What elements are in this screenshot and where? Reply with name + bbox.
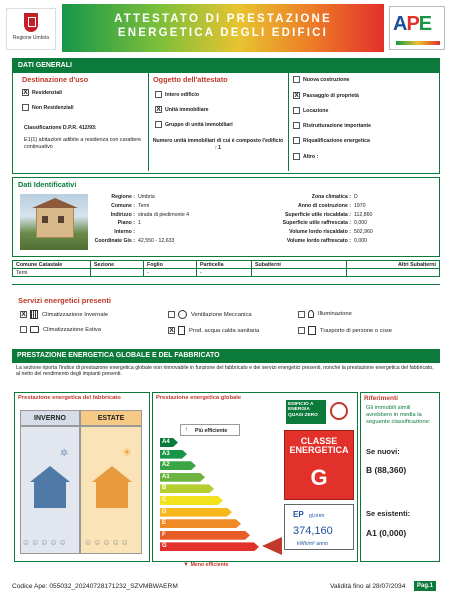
classificazione-value: E1(1) abitazioni adibite a residenza con carattere continuativo bbox=[24, 137, 142, 150]
meno-efficiente-label: ▼ Meno efficiente bbox=[183, 562, 229, 568]
nzeb-box: EDIFICIO A ENERGIA QUASI ZERO bbox=[286, 400, 326, 424]
ape-logo bbox=[389, 6, 445, 50]
servizio-clim-invernale[interactable]: X Climatizzazione Invernale bbox=[21, 311, 109, 318]
checkbox[interactable] bbox=[293, 107, 300, 114]
catasto-table bbox=[12, 260, 440, 277]
energy-class-e bbox=[160, 519, 241, 528]
energy-class-label: B bbox=[162, 485, 167, 492]
energy-class-label: C bbox=[162, 497, 167, 503]
ep-label: EP bbox=[293, 510, 304, 519]
riferimenti-title: Riferimenti bbox=[364, 395, 398, 402]
checkbox[interactable]: X bbox=[156, 106, 161, 113]
table-row: Terni - - bbox=[13, 269, 440, 277]
motivo-altro[interactable]: Altro : bbox=[293, 153, 318, 160]
codice-ape: Codice Ape: 055032_20240728171232_SZVMBWAERM bbox=[12, 583, 178, 590]
energy-class-c bbox=[160, 496, 223, 505]
oggetto-title: Oggetto dell'attestato bbox=[153, 75, 228, 84]
region-logo bbox=[6, 8, 56, 50]
energy-class-label: A4 bbox=[162, 439, 170, 445]
house-summer-icon bbox=[92, 466, 132, 482]
riferimenti-text: Gli immobili simili avrebbero in media la seguente classificazione: bbox=[366, 405, 431, 425]
elevator-icon bbox=[308, 326, 316, 335]
checkbox[interactable]: X bbox=[21, 311, 26, 318]
energy-class-label: D bbox=[162, 508, 167, 515]
ep-unit: kWh/m² anno bbox=[297, 541, 328, 547]
region-logo-text: Regione Umbria bbox=[12, 35, 50, 41]
checkbox[interactable] bbox=[155, 121, 162, 128]
nuovi-label: Se nuovi: bbox=[366, 447, 400, 456]
house-winter-body bbox=[34, 482, 66, 508]
page-number: Pag.1 bbox=[414, 581, 436, 591]
esistenti-label: Se esistenti: bbox=[366, 509, 411, 518]
checkbox[interactable]: X bbox=[294, 92, 299, 99]
page-title bbox=[62, 12, 384, 40]
dati-generali-heading: DATI GENERALI bbox=[13, 59, 439, 73]
checkbox[interactable] bbox=[298, 311, 305, 318]
checkbox[interactable] bbox=[293, 76, 300, 83]
option-residenziali[interactable]: X Residenziali bbox=[23, 89, 62, 96]
checkbox[interactable] bbox=[298, 327, 305, 334]
servizio-illuminazione[interactable]: Illuminazione bbox=[298, 310, 352, 318]
building-photo bbox=[20, 194, 88, 250]
option-non-residenziali[interactable]: Non Residenziali bbox=[22, 104, 74, 111]
air-conditioner-icon bbox=[30, 326, 39, 333]
energy-class-d bbox=[160, 508, 232, 517]
sun-icon: ☀ bbox=[122, 447, 132, 459]
checkbox[interactable] bbox=[293, 153, 300, 160]
estate-label: ESTATE bbox=[80, 410, 142, 426]
ape-logo-bar bbox=[396, 41, 440, 45]
validita: Validità fino al 28/07/2034 bbox=[330, 583, 406, 590]
energy-class-a4 bbox=[160, 438, 178, 447]
classe-value: G bbox=[310, 465, 328, 490]
energy-class-f bbox=[160, 531, 250, 540]
checkbox[interactable] bbox=[168, 311, 175, 318]
servizio-ventilazione[interactable]: Ventilazione Meccanica bbox=[168, 310, 252, 319]
checkbox[interactable] bbox=[155, 91, 162, 98]
house-winter-icon bbox=[30, 466, 70, 482]
summer-faces-icon: ☺☺☺☺☺ bbox=[84, 538, 130, 547]
prestazione-heading: PRESTAZIONE ENERGETICA GLOBALE E DEL FABBRICATO bbox=[12, 349, 440, 363]
snowflake-icon: ✲ bbox=[60, 448, 69, 459]
energy-class-label: F bbox=[162, 531, 166, 538]
piu-efficiente-box: ↑ Più efficiente bbox=[180, 424, 240, 436]
house-summer-body bbox=[96, 482, 128, 508]
winter-faces-icon: ☺☺☺☺☺ bbox=[22, 538, 68, 547]
ep-sub: gl,nren bbox=[309, 513, 325, 519]
numero-unita: Numero unità immobiliari di cui è composto l'edificio : 1 bbox=[152, 138, 284, 151]
checkbox[interactable] bbox=[22, 104, 29, 111]
fabbricato-title: Prestazione energetica del fabbricato bbox=[18, 395, 121, 401]
identificativi-left: Regione : Umbria Comune : Terni Indirizzo : strada di piedimonte 4 Piano : 1 Interno : Coordinate Gis : 42,550 - 12,633 bbox=[94, 194, 190, 244]
option-intero-edificio[interactable]: Intero edificio bbox=[155, 91, 199, 98]
title-line-1: ATTESTATO DI PRESTAZIONE bbox=[114, 13, 332, 25]
checkbox[interactable]: X bbox=[23, 89, 28, 96]
classificazione-label: Classificazione D.P.R. 412/93: bbox=[24, 125, 97, 131]
light-bulb-icon bbox=[308, 310, 314, 318]
dati-identificativi-title: Dati Identificativi bbox=[18, 180, 77, 189]
esistenti-value: A1 (0,000) bbox=[366, 528, 407, 538]
option-unita-immobiliare[interactable]: X Unità immobiliare bbox=[156, 106, 209, 113]
servizio-clim-estiva[interactable]: Climatizzazione Estiva bbox=[20, 326, 101, 333]
inverno-label: INVERNO bbox=[20, 410, 80, 426]
motivo-riqualificazione[interactable]: Riqualificazione energetica bbox=[293, 137, 370, 144]
checkbox[interactable] bbox=[293, 122, 300, 129]
servizi-title: Servizi energetici presenti bbox=[18, 296, 111, 305]
classe-pointer-icon bbox=[262, 537, 282, 555]
title-line-2: ENERGETICA DEGLI EDIFICI bbox=[117, 27, 329, 39]
classe-box bbox=[284, 430, 354, 500]
energy-class-label: E bbox=[162, 520, 167, 527]
nzeb-circle-icon bbox=[330, 402, 348, 420]
servizio-trasporto[interactable]: Trasporto di persone o cose bbox=[298, 326, 392, 335]
checkbox[interactable] bbox=[20, 326, 27, 333]
motivo-passaggio-proprieta[interactable]: X Passaggio di proprietà bbox=[294, 92, 359, 99]
motivo-nuova-costruzione[interactable]: Nuova costruzione bbox=[293, 76, 349, 83]
destinazione-title: Destinazione d'uso bbox=[22, 75, 89, 84]
table-header-row: Comune Catastale Sezione Foglio Particella Subalterni Altri Subalterni bbox=[13, 261, 440, 269]
prestazione-intro: La sezione riporta l'indice di prestazione energetica globale non rinnovabile in funzione del fabbricato e dei servizi energetici presenti, nonché la prestazione energetica del fabbricato, al netto del rendimento degli impianti presenti. bbox=[16, 365, 434, 378]
motivo-ristrutturazione[interactable]: Ristrutturazione importante bbox=[293, 122, 371, 129]
water-heater-icon bbox=[178, 326, 185, 335]
fan-icon bbox=[178, 310, 187, 319]
region-shield-icon bbox=[24, 13, 38, 32]
ep-box bbox=[284, 504, 354, 550]
checkbox[interactable]: X bbox=[169, 327, 174, 334]
classe-label: CLASSE ENERGETICA bbox=[289, 436, 349, 455]
radiator-icon bbox=[30, 310, 38, 319]
energy-class-a2 bbox=[160, 461, 196, 470]
energy-class-a1 bbox=[160, 473, 205, 482]
nuovi-value: B (88,360) bbox=[366, 465, 407, 475]
servizio-acqua-calda[interactable]: X Prod. acqua calda sanitaria bbox=[169, 327, 260, 334]
globale-title: Prestazione energetica globale bbox=[156, 395, 242, 401]
energy-class-label: G bbox=[162, 543, 167, 550]
energy-class-label: A3 bbox=[162, 450, 170, 457]
energy-class-b bbox=[160, 484, 214, 493]
energy-class-label: A2 bbox=[162, 462, 170, 469]
energy-class-a3 bbox=[160, 450, 187, 459]
option-gruppo-unita[interactable]: Gruppo di unità immobiliari bbox=[155, 121, 233, 128]
checkbox[interactable] bbox=[293, 137, 300, 144]
energy-class-g bbox=[160, 542, 259, 551]
ep-value: 374,160 bbox=[293, 525, 333, 537]
energy-class-label: A1 bbox=[162, 473, 170, 480]
ape-logo-text: APE bbox=[393, 13, 432, 35]
identificativi-right: Zona climatica : D Anno di costruzione : 1970 Superficie utile riscaldata : 112,860 Superficie utile raffrescata : 0,000 Volume lordo riscaldato : 502,960 Volume lordo raffrescato : 0,000 bbox=[282, 194, 373, 244]
motivo-locazione[interactable]: Locazione bbox=[293, 107, 328, 114]
